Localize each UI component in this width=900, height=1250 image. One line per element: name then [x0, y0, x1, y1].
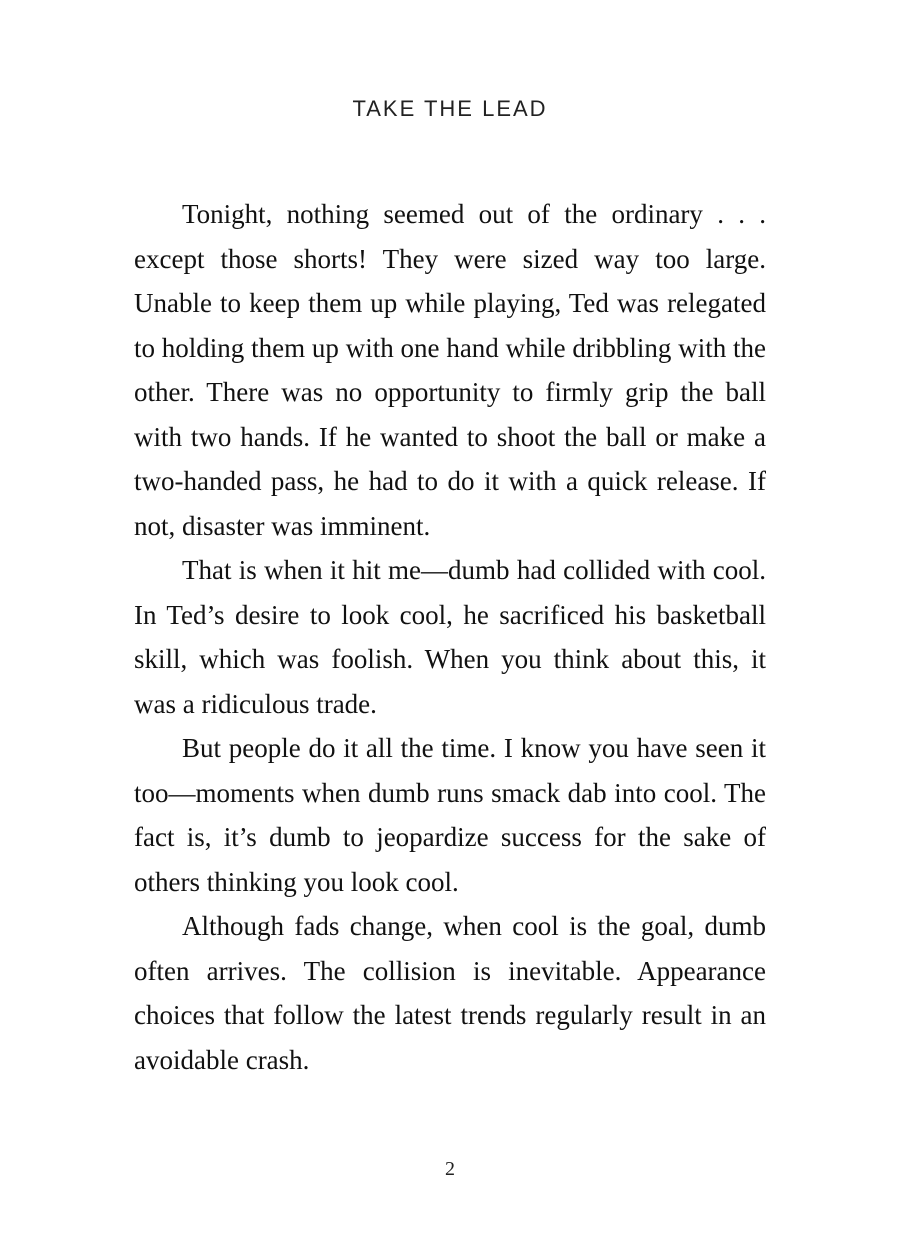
body-text: [134, 192, 766, 1082]
paragraph: Although fads change, when cool is the goal, dumb often arrives. The collision is inevitable. Appearance choices that follow the latest trends regularly result in an avoidable crash.: [134, 911, 766, 1075]
running-head: TAKE THE LEAD: [352, 96, 548, 121]
page-number: 2: [445, 1158, 455, 1180]
paragraph: Tonight, nothing seemed out of the ordinary . . . except those shorts! They were sized way too large. Unable to keep them up while playing, Ted was relegated to holding them up with one hand while dribbling with the other. There was no opportunity to firmly grip the ball with two hands. If he wanted to shoot the ball or make a two-handed pass, he had to do it with a quick release. If not, disaster was imminent.: [134, 199, 766, 541]
paragraph: But people do it all the time. I know you have seen it too—moments when dumb runs smack dab into cool. The fact is, it’s dumb to jeopardize success for the sake of others thinking you look cool.: [134, 733, 766, 897]
paragraph: That is when it hit me—dumb had collided with cool. In Ted’s desire to look cool, he sacrificed his basketball skill, which was foolish. When you think about this, it was a ridiculous trade.: [134, 555, 766, 719]
